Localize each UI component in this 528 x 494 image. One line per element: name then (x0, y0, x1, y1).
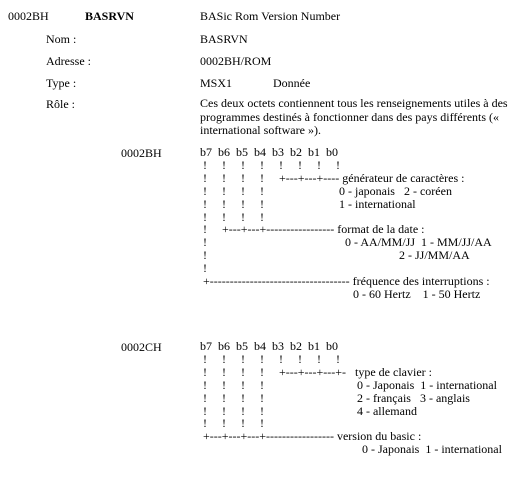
field-value-adresse: 0002BH/ROM (200, 54, 272, 68)
field-label-nom: Nom : (46, 32, 77, 46)
header-name: BASRVN (85, 9, 134, 23)
byte2-address: 0002CH (121, 340, 162, 354)
field-label-adresse: Adresse : (46, 54, 91, 68)
field-value-type-extra: Donnée (273, 76, 311, 90)
field-label-type: Type : (46, 76, 77, 90)
field-value-nom: BASRVN (200, 32, 248, 46)
header-address: 0002BH (8, 9, 49, 23)
header-title: BASic Rom Version Number (200, 9, 341, 23)
byte1-address: 0002BH (121, 146, 162, 160)
field-value-type: MSX1 (200, 76, 233, 90)
byte2-bit-diagram: b7 b6 b5 b4 b3 b2 b1 b0 ! ! ! ! ! ! ! ! ! ! ! ! +---+---+---+- type de clavier : ! ! ! ! 0 - Japonais 1 - international ! ! ! ! 2 - français 3 - anglais ! ! ! ! 4 - allemand ! ! ! ! +---+---+---+----------------- version du basic : 0 - Japonais 1 - international (200, 339, 502, 457)
field-label-role: Rôle : (46, 97, 75, 111)
byte1-bit-diagram: b7 b6 b5 b4 b3 b2 b1 b0 ! ! ! ! ! ! ! ! ! ! ! ! +---+---+---- générateur de caractères : ! ! ! ! 0 - japonais 2 - coréen ! ! ! ! 1 - international ! ! ! ! ! +---+---+----------------- format de la date : ! 0 - AA/MM/JJ 1 - MM/JJ/AA ! 2 - JJ/MM/AA ! +----------------------------------- fréquence des interruptions : 0 - 60 Hertz 1 - 50 Hertz (200, 145, 492, 301)
field-value-role: Ces deux octets contiennent tous les renseignements utiles à des programmes destinés à fonctionner dans des pays différents (« international software »). (200, 96, 508, 137)
